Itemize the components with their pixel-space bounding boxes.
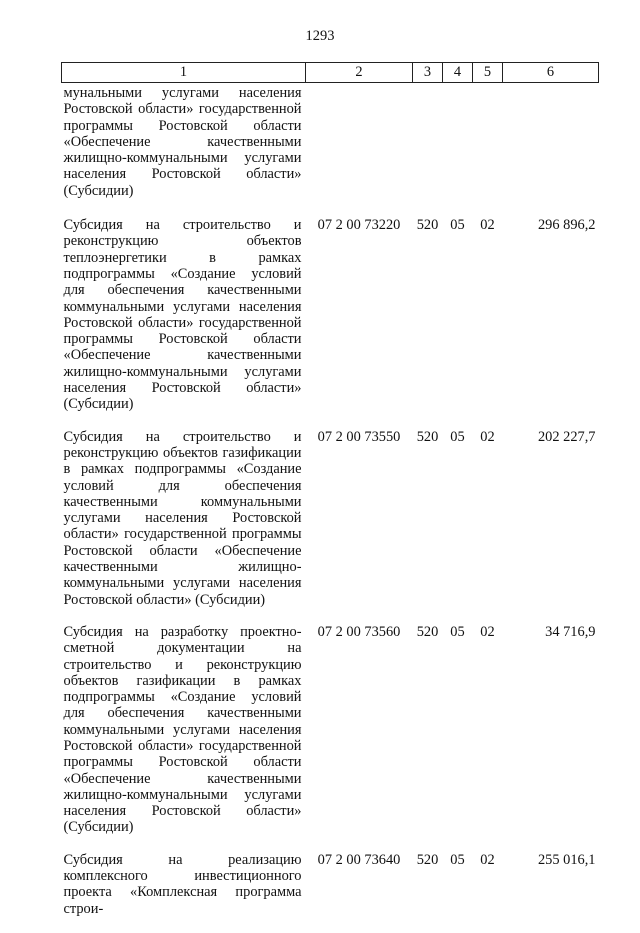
header-col-3: 3 <box>413 63 443 83</box>
row-col3 <box>413 83 443 218</box>
row-code: 07 2 00 73560 <box>317 623 401 640</box>
row-col3: 520 <box>416 217 439 234</box>
row-code: 07 2 00 73640 <box>317 851 401 868</box>
row-code: 07 2 00 73220 <box>317 217 401 234</box>
row-col5: 02 <box>480 428 495 445</box>
row-amount: 34 716,9 <box>545 623 596 640</box>
row-amount: 296 896,2 <box>537 217 596 234</box>
row-col5 <box>473 83 503 218</box>
row-col3: 520 <box>416 428 439 445</box>
table-row <box>62 429 599 624</box>
row-amount: 202 227,7 <box>537 428 596 445</box>
table-row <box>62 217 599 429</box>
row-col4: 05 <box>450 851 465 868</box>
row-code <box>306 83 413 218</box>
row-col4: 05 <box>450 428 465 445</box>
row-amount: 255 016,1 <box>537 851 596 868</box>
row-col4: 05 <box>450 623 465 640</box>
table-header-row <box>62 63 599 83</box>
budget-table <box>61 62 599 933</box>
row-amount <box>503 83 599 218</box>
row-code: 07 2 00 73550 <box>317 428 401 445</box>
row-description: Субсидия на строительство и реконструкцию объектов газификации в рамках подпрограммы «Создание условий для обеспечения качественными коммунальными услугами населения Ростовской области» государственной программы Ростовской области «Обеспечение качественными жилищно-коммунальными услугами населения Ростовской области» (Субсидии) <box>63 428 302 608</box>
row-col3: 520 <box>416 851 439 868</box>
page-number: 1293 <box>305 28 335 44</box>
table-row <box>62 852 599 933</box>
row-description: мунальными услугами населения Ростовской области» государственной программы Ростовской области «Обеспечение качественными жилищно-коммунальными услугами населения Ростовской области» (Субсидии) <box>63 85 302 199</box>
header-col-2: 2 <box>306 63 413 83</box>
header-col-5: 5 <box>473 63 503 83</box>
row-description: Субсидия на реализацию комплексного инвестиционного проекта «Комплексная программа строи- <box>63 851 302 917</box>
header-col-6: 6 <box>503 63 599 83</box>
row-description: Субсидия на разработку проектно-сметной документации на строительство и реконструкцию объектов газификации в рамках подпрограммы «Создание условий для обеспечения качественными коммунальными услугами населения Ростовской области» государственной программы Ростовской области «Обеспечение качественными жилищно-коммунальными услугами населения Ростовской области» (Субсидии) <box>63 623 302 836</box>
row-col4 <box>443 83 473 218</box>
row-col3: 520 <box>416 623 439 640</box>
header-col-4: 4 <box>443 63 473 83</box>
row-col5: 02 <box>480 623 495 640</box>
table-row <box>62 624 599 852</box>
table-row <box>62 83 599 218</box>
row-col4: 05 <box>450 217 465 234</box>
row-description: Субсидия на строительство и реконструкцию объектов теплоэнергетики в рамках подпрограммы «Создание условий для обеспечения качественными коммунальными услугами населения Ростовской области» государственной программы Ростовской области «Обеспечение качественными жилищно-коммунальными услугами населения Ростовской области» (Субсидии) <box>63 217 302 413</box>
header-col-1: 1 <box>62 63 306 83</box>
row-col5: 02 <box>480 217 495 234</box>
row-col5: 02 <box>480 851 495 868</box>
